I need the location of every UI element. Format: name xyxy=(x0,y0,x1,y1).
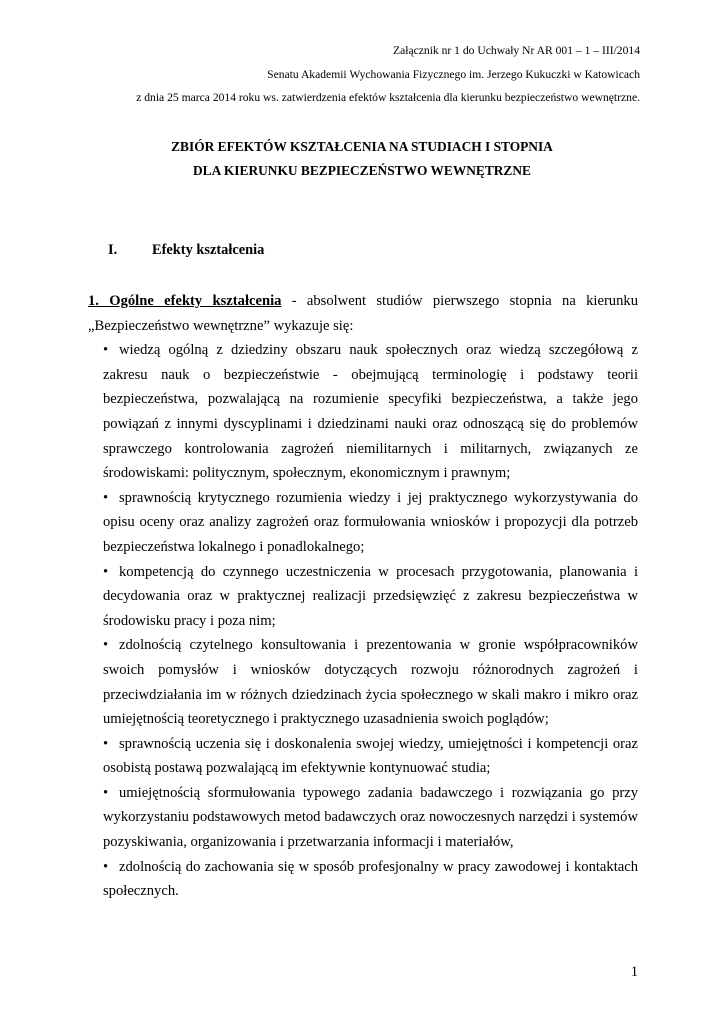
header-line-date: z dnia 25 marca 2014 roku ws. zatwierdzenia efektów kształcenia dla kierunku bezpieczeństwo wewnętrzne. xyxy=(136,91,640,104)
document-title xyxy=(0,135,724,183)
list-item-text: zdolnością czytelnego konsultowania i prezentowania w gronie współpracowników swoich pomysłów i wniosków dotyczących rozwoju różnorodnych zagrożeń i przeciwdziałania im w różnych dziedzinach życia społecznego w skali makro i mikro oraz umiejętnością teoretycznego i praktycznego uzasadnienia swoich poglądów; xyxy=(103,637,638,728)
list-item-text: sprawnością krytycznego rozumienia wiedzy i jej praktycznego wykorzystywania do opisu oceny oraz analizy zagrożeń oraz formułowania wniosków i propozycji dla potrzeb bezpieczeństwa lokalnego i ponadlokalnego; xyxy=(103,489,638,555)
page-number: 1 xyxy=(630,964,638,980)
bullet-icon: • xyxy=(103,784,109,801)
section-heading xyxy=(108,240,264,260)
list-item xyxy=(88,486,638,560)
intro-text: - absolwent studiów pierwszego stopnia na kierunku „Bezpieczeństwo wewnętrzne” wykazuje się: xyxy=(88,293,638,334)
document-header xyxy=(136,39,640,110)
list-item xyxy=(88,338,638,486)
document-body xyxy=(88,289,638,904)
bullet-icon: • xyxy=(103,489,109,506)
list-item xyxy=(88,781,638,855)
list-item xyxy=(88,560,638,634)
list-item-text: kompetencją do czynnego uczestniczenia w procesach przygotowania, planowania i decydowania oraz w praktycznej realizacji przedsięwzięć z zakresu bezpieczeństwa w środowisku pracy i poza nim; xyxy=(103,563,638,629)
header-line-resolution: Załącznik nr 1 do Uchwały Nr AR 001 – 1 – III/2014 xyxy=(393,44,640,57)
section-number: I. xyxy=(108,242,118,258)
bullet-icon: • xyxy=(103,858,109,875)
title-line-1: ZBIÓR EFEKTÓW KSZTAŁCENIA NA STUDIACH I STOPNIA xyxy=(171,139,553,154)
section-title: Efekty kształcenia xyxy=(152,242,265,258)
bullet-icon: • xyxy=(103,735,109,752)
list-item-text: umiejętnością sformułowania typowego zadania badawczego i rozwiązania go przy wykorzystaniu podstawowych metod badawczych oraz nowoczesnych narzędzi i systemów pozyskiwania, organizowania i przetwarzania informacji i materiałów, xyxy=(103,784,638,851)
header-line-senate: Senatu Akademii Wychowania Fizycznego im. Jerzego Kukuczki w Katowicach xyxy=(267,67,640,81)
list-item xyxy=(88,633,638,731)
bullet-icon: • xyxy=(103,563,109,580)
bullet-icon: • xyxy=(103,342,109,359)
list-item xyxy=(88,732,638,781)
intro-label: 1. Ogólne efekty kształcenia xyxy=(88,293,282,309)
title-line-2: DLA KIERUNKU BEZPIECZEŃSTWO WEWNĘTRZNE xyxy=(193,163,531,178)
list-item-text: sprawnością uczenia się i doskonalenia swojej wiedzy, umiejętności i kompetencji oraz osobistą postawą pozwalającą im efektywnie kontynuować studia; xyxy=(103,735,638,777)
list-item-text: zdolnością do zachowania się w sposób profesjonalny w pracy zawodowej i kontaktach społecznych. xyxy=(103,858,638,900)
list-item xyxy=(88,855,638,904)
list-item-text: wiedzą ogólną z dziedziny obszaru nauk społecznych oraz wiedzą szczegółową z zakresu nauk o bezpieczeństwie - obejmującą terminologię i podstawy teorii bezpieczeństwa, pozwalającą na rozumienie specyfiki bezpieczeństwa, a także jego powiązań z innymi dyscyplinami i dziedzinami nauki oraz odnoszącą się do problemów sprawczego kontrolowania zagrożeń niemilitarnych i militarnych, związanych ze środowiskami: politycznym, społecznym, ekonomicznym i prawnym; xyxy=(103,342,638,482)
intro-paragraph xyxy=(88,289,638,338)
bullet-icon: • xyxy=(103,637,109,654)
